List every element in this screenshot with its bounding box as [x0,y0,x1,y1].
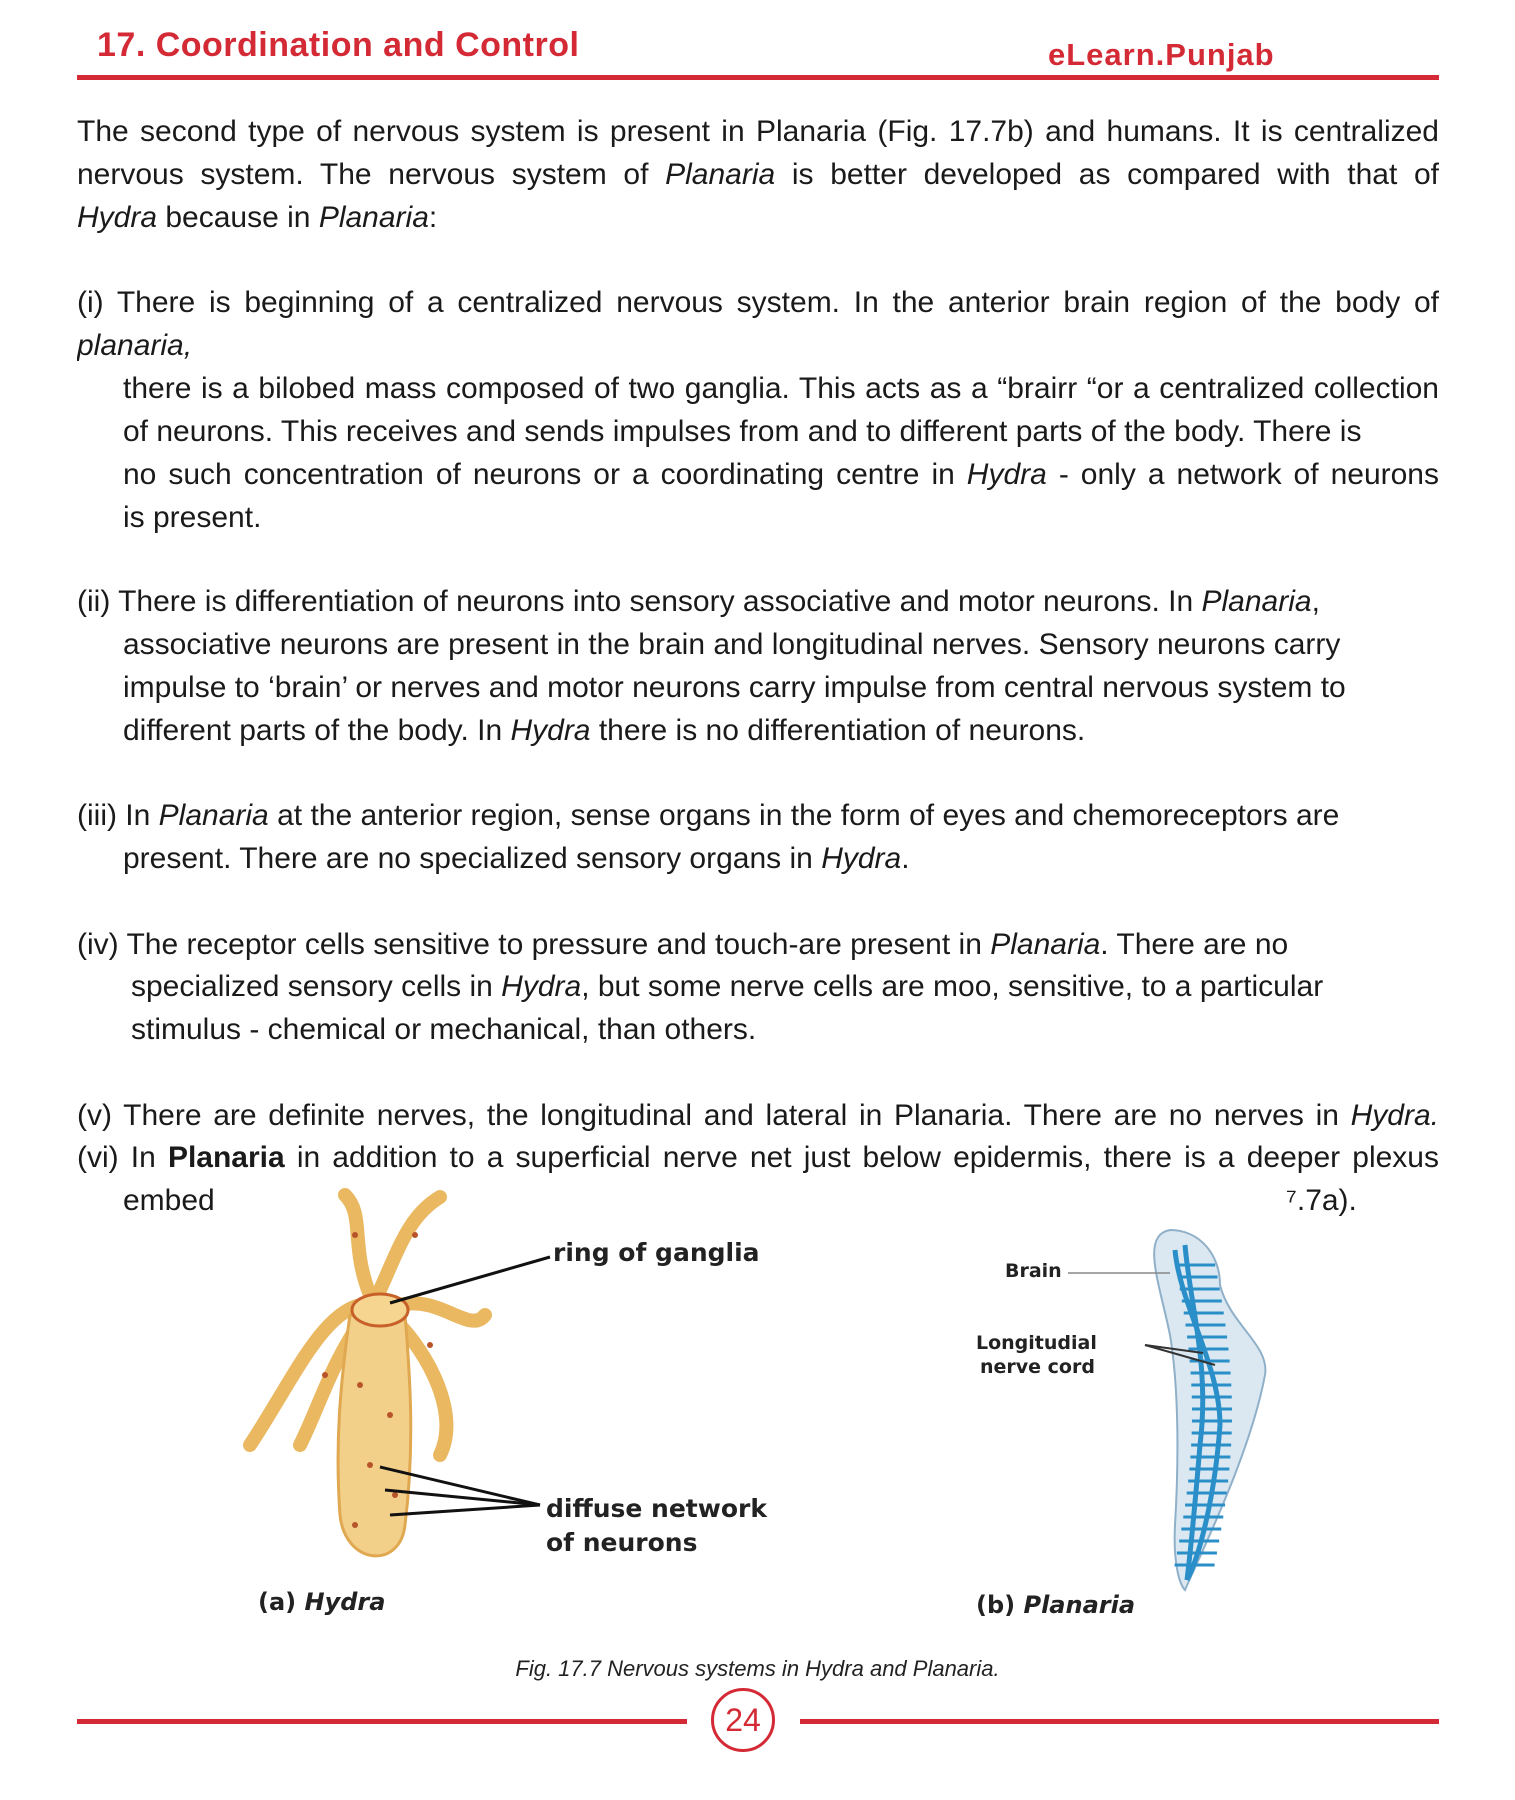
body-line [123,670,1439,706]
italic-term: planaria, [77,329,193,362]
text-run: there is a bilobed mass composed of two ganglia. This acts as a “brairr “or a centralized collection [123,372,1439,405]
body-line [77,927,1439,963]
page-number: 24 [711,1688,775,1752]
label-of-neurons: of neurons [546,1528,698,1557]
bold-term: Planaria [167,1141,285,1174]
text-run: no such concentration of neurons or a coordinating centre in [123,458,967,491]
text-run: impulse to ‘brain’ or nerves and motor neurons carry impulse from central nervous system to [123,671,1346,704]
italic-term: Planaria [990,928,1101,961]
body-line [77,114,1439,150]
text-run: (vi) In [77,1141,168,1174]
text-run: stimulus - chemical or mechanical, than others. [131,1013,757,1046]
label-nerve-cord: nerve cord [980,1356,1095,1378]
text-run: nervous system. The nervous system of [77,158,666,191]
text-run: associative neurons are present in the brain and longitudinal nerves. Sensory neurons carry [123,628,1341,661]
text-run: there is no differentiation of neurons. [590,714,1086,747]
body-line [123,500,523,536]
body-line [77,157,1439,193]
body-line [123,841,1439,877]
planaria-illustration [1060,1225,1290,1600]
body-line [77,798,1439,834]
text-run: (iii) In [77,799,159,832]
italic-term: Planaria [665,158,776,191]
figure-caption: Fig. 17.7 Nervous systems in Hydra and Planaria. [515,1656,1000,1681]
text-run: - only a network of neurons [1046,458,1439,491]
text-run: : [428,201,438,234]
text-run: (ii) There is differentiation of neurons into sensory associative and motor neurons. In [77,585,1202,618]
text-run: at the anterior region, sense organs in the form of eyes and chemoreceptors are [268,799,1340,832]
header-divider [77,75,1439,80]
text-run: (iv) The receptor cells sensitive to pressure and touch-are present in [77,928,991,961]
text-run: because in [157,201,319,234]
italic-term: Planaria [158,799,269,832]
footer-rule-right [800,1719,1439,1724]
label-brain: Brain [1005,1260,1062,1282]
body-line [1286,1183,1436,1219]
label-ring-of-ganglia: ring of ganglia [553,1238,760,1267]
text-run: embed [123,1184,215,1217]
body-line [77,1140,1439,1176]
brand-name: eLearn.Punjab [1048,37,1275,72]
text-run: is better developed as compared with that of [775,158,1439,191]
text-run: , [1311,585,1320,618]
label-longitudinal: Longitudial [976,1332,1097,1354]
body-line [77,584,1439,620]
body-line [131,969,1439,1005]
text-run: . There are no [1100,928,1289,961]
body-line [123,414,1439,450]
text-run: is present. [123,501,262,534]
italic-term: Hydra [966,458,1047,491]
chapter-title: 17. Coordination and Control [97,26,580,64]
panel-a-letter: (a) [258,1588,297,1616]
italic-term: Hydra. [1350,1099,1439,1132]
body-line [123,371,1439,407]
panel-b-letter: (b) [976,1591,1016,1619]
text-run: (v) There are definite nerves, the longitudinal and lateral in Planaria. There are no nerves in [77,1099,1351,1132]
body-line [123,457,1439,493]
text-run: . [901,842,910,875]
body-line [123,627,1439,663]
body-line [131,1012,1439,1048]
panel-b-label [976,1591,1135,1619]
text-run: , but some nerve cells are moo, sensitive, to a particular [581,970,1324,1003]
text-run: specialized sensory cells in [131,970,502,1003]
text-run: present. There are no specialized sensory organs in [123,842,822,875]
panel-a-name: Hydra [304,1588,386,1616]
body-line [123,713,1439,749]
text-run: The second type of nervous system is present in Planaria (Fig. 17.7b) and humans. It is centralized [77,115,1439,148]
footer-rule-left [77,1719,687,1724]
text-run: in addition to a superficial nerve net just below epidermis, there is a deeper plexus [284,1141,1439,1174]
italic-term: Hydra [510,714,591,747]
body-line [77,200,677,236]
italic-term: Planaria [318,201,429,234]
body-line [77,1098,1439,1134]
body-line [77,285,1439,321]
panel-a-label [258,1588,385,1616]
body-line [77,328,377,364]
panel-b-name: Planaria [1023,1591,1136,1619]
text-run: ⁷.7a). [1286,1184,1357,1217]
italic-term: Planaria [1201,585,1312,618]
label-diffuse-network: diffuse network [546,1494,767,1523]
text-run: of neurons. This receives and sends impulses from and to different parts of the body. There is [123,415,1362,448]
text-run: different parts of the body. In [123,714,511,747]
italic-term: Hydra [821,842,902,875]
italic-term: Hydra [501,970,582,1003]
italic-term: Hydra [77,201,158,234]
text-run: (i) There is beginning of a centralized nervous system. In the anterior brain region of the body of [77,286,1439,319]
